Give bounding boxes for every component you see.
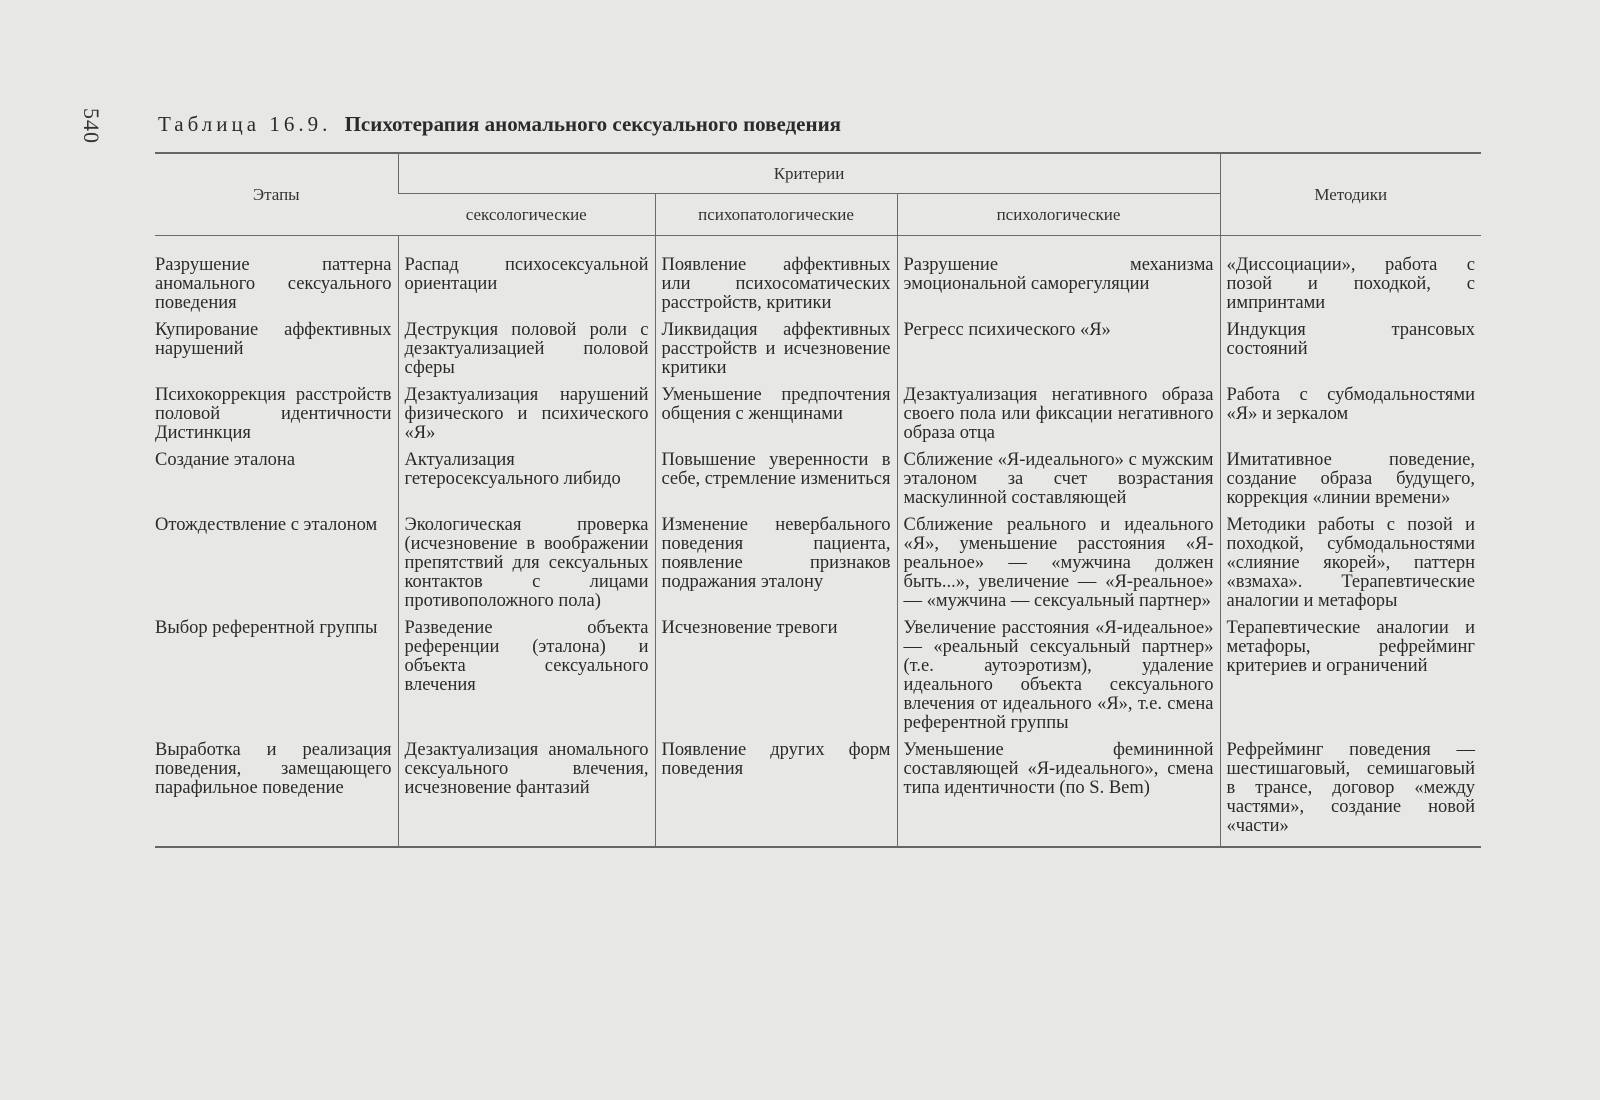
table-caption-label: Таблица 16.9. [158,112,332,136]
header-psychopathological: психопатологические [655,194,897,236]
table-row [155,741,1481,847]
cell-psychopathological: Появление других форм поведения [655,741,897,847]
cell-stage: Купирование аффективных нарушений [155,320,392,359]
cell-stage: Разрушение паттерна аномального сексуального поведения [155,255,392,313]
cell-psychopathological: Ликвидация аффективных расстройств и исчезновение критики [655,321,897,386]
cell-stage: Психокоррекция расстройств половой идентичности Дистинкция [155,385,392,443]
header-methods: Методики [1220,153,1481,236]
table-row [155,386,1481,451]
cell-sexological: Распад психосексуальной ориентации [398,236,655,322]
cell-psychological: Разрушение механизма эмоциональной саморегуляции [897,236,1220,322]
cell-sexological: Деструкция половой роли с дезактуализацией половой сферы [398,321,655,386]
cell-stage: Выбор референтной группы [155,618,378,638]
cell-psychopathological: Уменьшение предпочтения общения с женщинами [655,386,897,451]
header-sexological: сексологические [398,194,655,236]
header-psychological: психологические [897,194,1220,236]
table-row [155,321,1481,386]
cell-methods: Терапевтические аналогии и метафоры, рефрейминг критериев и ограничений [1220,619,1481,741]
cell-sexological: Дезактуализация нарушений физического и психического «Я» [398,386,655,451]
cell-psychopathological: Изменение невербального поведения пациента, появление признаков подражания эталону [655,516,897,619]
cell-stage: Создание эталона [155,450,296,470]
cell-methods: Методики работы с позой и походкой, субмодальностями «слияние якорей», паттерн «взмаха». Терапевтические аналогии и метафоры [1220,516,1481,619]
cell-sexological: Дезактуализация аномального сексуального влечения, исчезновение фантазий [398,741,655,847]
cell-psychological: Регресс психического «Я» [897,321,1220,386]
table-caption [158,112,841,137]
header-stages: Этапы [155,153,398,236]
table-row [155,236,1481,322]
cell-stage: Отождествление с эталоном [155,515,378,535]
cell-methods: Рефрейминг поведения — шестишаговый, семишаговый в трансе, договор «между частями», создание новой «части» [1220,741,1481,847]
cell-psychological: Сближение реального и идеального «Я», уменьшение расстояния «Я-реальное» — «мужчина должен быть...», увеличение — «Я-реальное» — «мужчина — сексуальный партнер» [897,516,1220,619]
page-number: 540 [79,108,104,144]
cell-psychological: Сближение «Я-идеального» с мужским эталоном за счет возрастания маскулинной составляющей [897,451,1220,516]
cell-methods: «Диссоциации», работа с позой и походкой, с импринтами [1220,236,1481,322]
cell-stage: Выработка и реализация поведения, замещающего парафильное поведение [155,741,398,847]
cell-psychological: Дезактуализация негативного образа своего пола или фиксации негативного образа отца [897,386,1220,451]
table-row [155,516,1481,619]
cell-methods: Индукция трансовых состояний [1220,321,1481,386]
cell-sexological: Актуализация гетеросексуального либидо [398,451,655,516]
table-row [155,451,1481,516]
cell-psychopathological: Повышение уверенности в себе, стремление измениться [655,451,897,516]
cell-methods: Имитативное поведение, создание образа будущего, коррекция «линии времени» [1220,451,1481,516]
cell-sexological: Экологическая проверка (исчезновение в воображении препятствий для сексуальных контактов с лицами противоположного пола) [398,516,655,619]
cell-psychological: Уменьшение фемининной составляющей «Я-идеального», смена типа идентичности (по S. Bem) [897,741,1220,847]
table-row [155,619,1481,741]
therapy-table [155,152,1481,848]
cell-sexological: Разведение объекта референции (эталона) и объекта сексуального влечения [398,619,655,741]
table-body [155,236,1481,848]
cell-psychopathological: Исчезновение тревоги [655,619,897,741]
cell-methods: Работа с субмодальностями «Я» и зеркалом [1220,386,1481,451]
cell-psychological: Увеличение расстояния «Я-идеальное» — «реальный сексуальный партнер» (т.е. аутоэротизм), удаление идеального объекта сексуального влечения от идеального «Я», т.е. смена референтной группы [897,619,1220,741]
cell-psychopathological: Появление аффективных или психосоматических расстройств, критики [655,236,897,322]
table-caption-title: Психотерапия аномального сексуального поведения [344,112,842,136]
header-criteria: Критерии [398,153,1220,194]
